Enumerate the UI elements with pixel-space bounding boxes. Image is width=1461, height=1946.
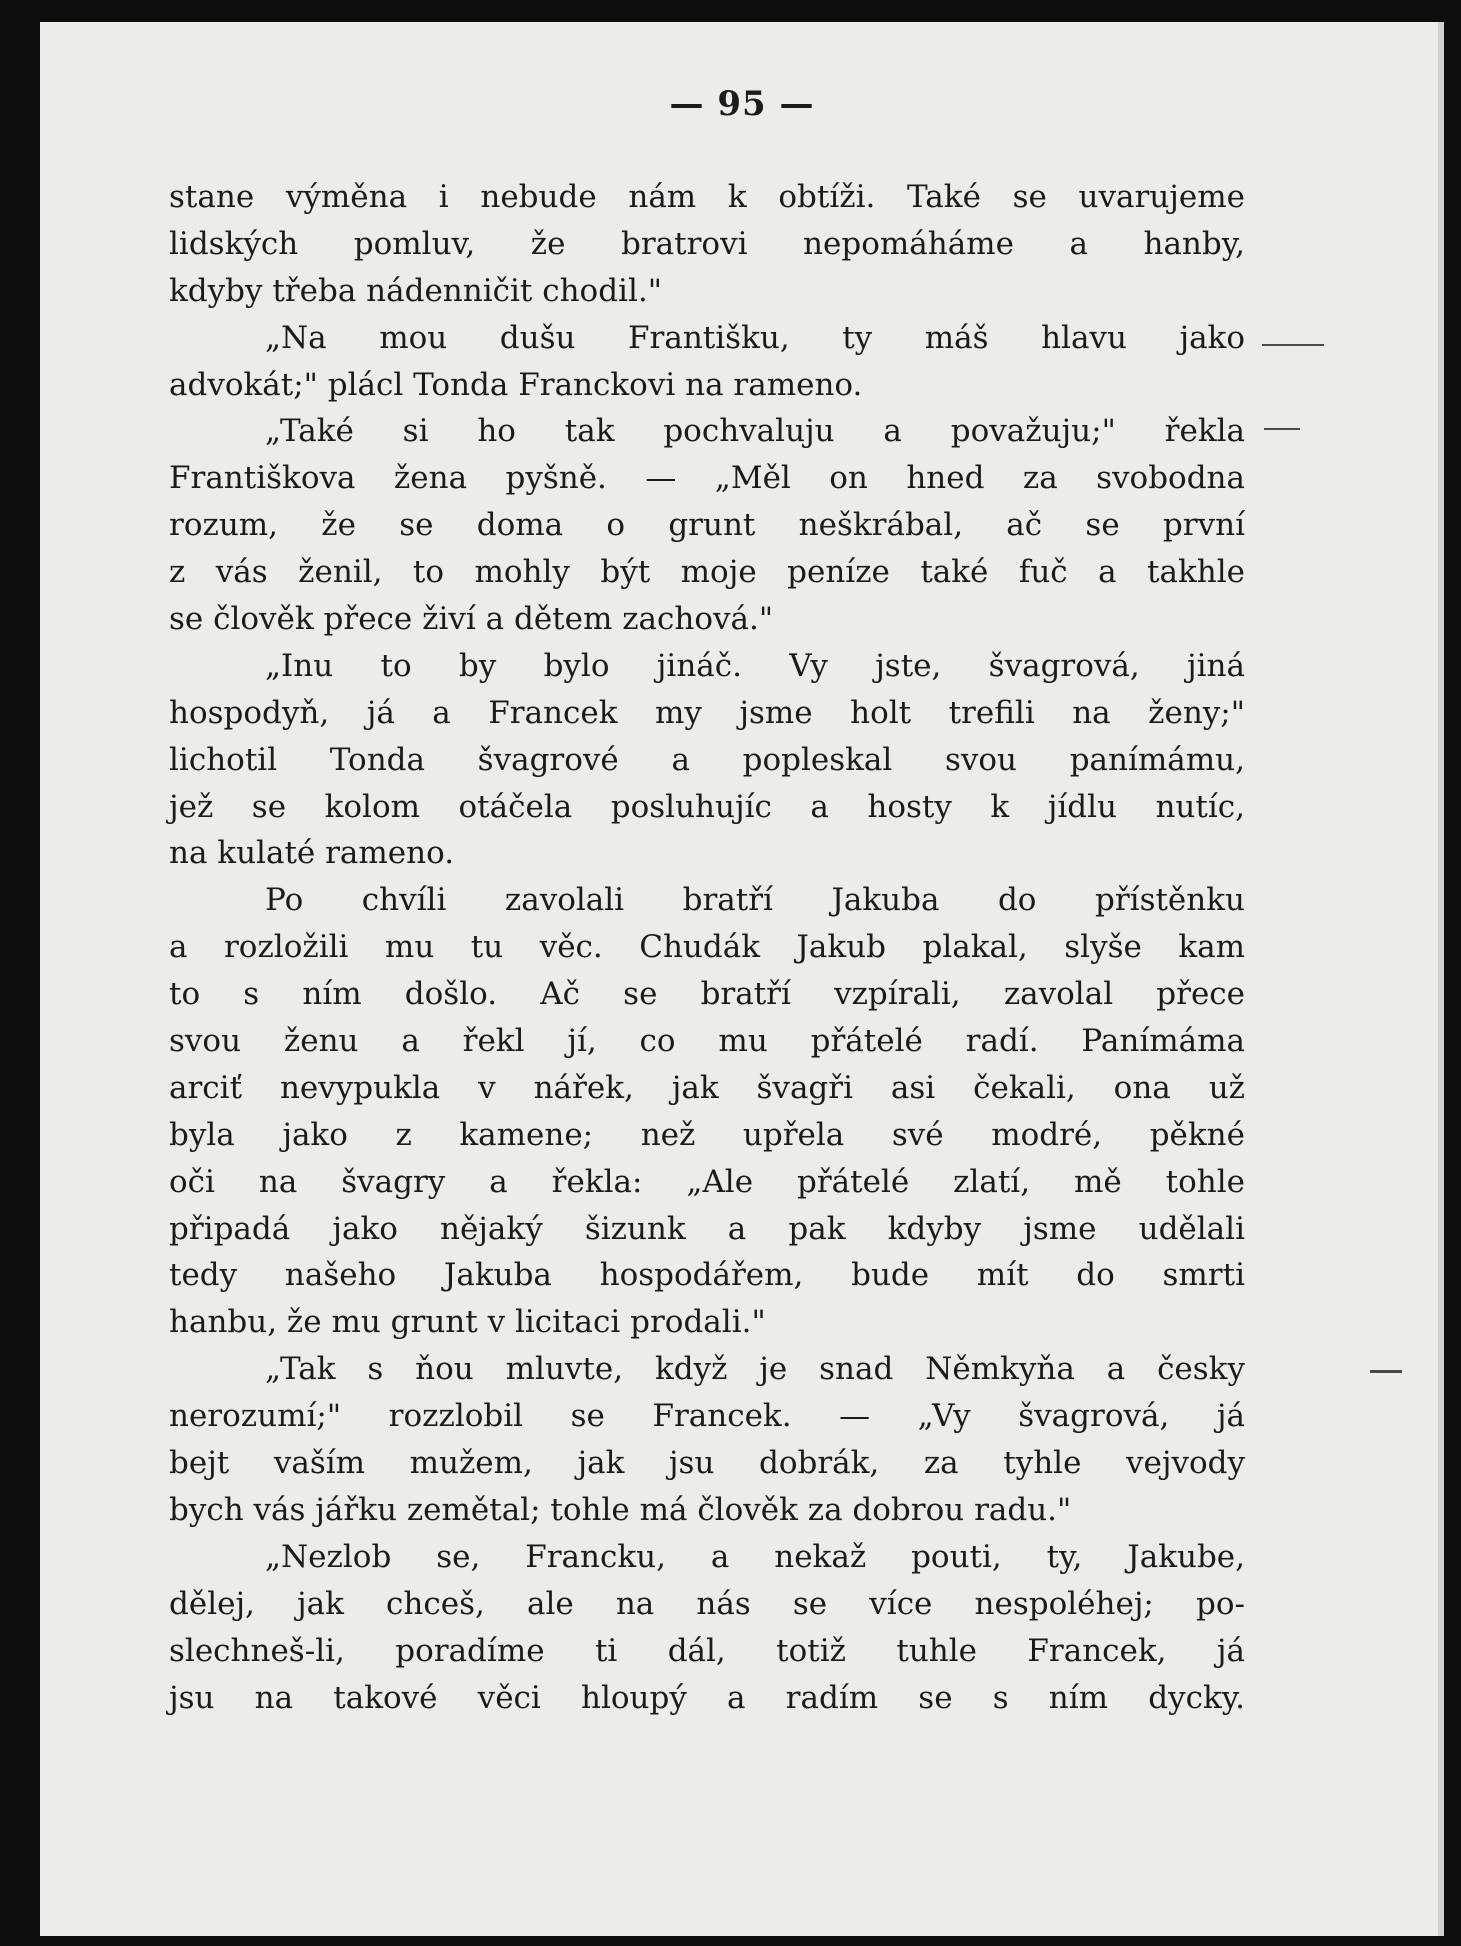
text-line: stane výměna i nebude nám k obtíži. Také se uvarujeme <box>169 179 1245 215</box>
text-line: „Inu to by bylo jináč. Vy jste, švagrová, jiná <box>265 647 1245 684</box>
margin-mark <box>1262 344 1324 346</box>
text-line: lichotil Tonda švagrové a popleskal svou panímámu, <box>169 741 1245 778</box>
text-line: svou ženu a řekl jí, co mu přátelé radí. Panímáma <box>169 1023 1245 1060</box>
text-line: hospodyň, já a Francek my jsme holt trefili na ženy;" <box>169 694 1245 731</box>
text-line: hanbu, že mu grunt v licitaci prodali." <box>169 1304 766 1341</box>
text-line: „Také si ho tak pochvaluju a považuju;" řekla <box>265 413 1245 450</box>
text-line: na kulaté rameno. <box>169 835 455 872</box>
text-line: Po chvíli zavolali bratří Jakuba do přístěnku <box>265 882 1245 919</box>
text-line: jsu na takové věci hloupý a radím se s ním dycky. <box>169 1679 1245 1716</box>
text-line: rozum, že se doma o grunt neškrábal, ač se první <box>169 507 1245 544</box>
margin-mark <box>1370 1370 1402 1373</box>
text-line: lidských pomluv, že bratrovi nepomáháme a hanby, <box>169 225 1245 262</box>
text-line: připadá jako nějaký šizunk a pak kdyby jsme udělali <box>169 1210 1245 1247</box>
page-edge <box>1438 22 1444 1936</box>
text-line: byla jako z kamene; než upřela své modré, pěkné <box>169 1116 1245 1153</box>
text-line: advokát;" plácl Tonda Franckovi na rameno. <box>169 366 863 403</box>
text-line: a rozložili mu tu věc. Chudák Jakub plakal, slyše kam <box>169 929 1245 966</box>
margin-mark <box>1264 428 1300 430</box>
text-line: bych vás jářku zemětal; tohle má člověk za dobrou radu." <box>169 1491 1072 1528</box>
text-line: oči na švagry a řekla: „Ale přátelé zlatí, mě tohle <box>169 1163 1245 1200</box>
text-line: tedy našeho Jakuba hospodářem, bude mít do smrti <box>169 1257 1245 1294</box>
text-line: to s ním došlo. Ač se bratří vzpírali, zavolal přece <box>169 976 1245 1013</box>
page-number: — 95 — <box>669 84 815 124</box>
body-text <box>169 174 1245 1721</box>
text-line: slechneš-li, poradíme ti dál, totiž tuhle Francek, já <box>169 1632 1245 1669</box>
book-page <box>40 22 1444 1936</box>
text-line: se člověk přece živí a dětem zachová." <box>169 601 774 638</box>
text-line: „Tak s ňou mluvte, když je snad Němkyňa a česky <box>265 1351 1245 1388</box>
text-line: Františkova žena pyšně. — „Měl on hned za svobodna <box>169 460 1245 497</box>
text-line: nerozumí;" rozzlobil se Francek. — „Vy švagrová, já <box>169 1398 1245 1435</box>
text-line: dělej, jak chceš, ale na nás se více nespoléhej; po- <box>169 1585 1245 1622</box>
text-line: z vás ženil, to mohly být moje peníze také fuč a takhle <box>169 554 1245 591</box>
text-line: jež se kolom otáčela posluhujíc a hosty k jídlu nutíc, <box>169 788 1245 825</box>
text-line: bejt vaším mužem, jak jsu dobrák, za tyhle vejvody <box>169 1445 1245 1482</box>
text-line: kdyby třeba nádenničit chodil." <box>169 272 663 309</box>
text-line: „Nezlob se, Francku, a nekaž pouti, ty, Jakube, <box>265 1538 1245 1575</box>
text-line: „Na mou dušu Františku, ty máš hlavu jako <box>265 319 1245 356</box>
text-line: arciť nevypukla v nářek, jak švagři asi čekali, ona už <box>169 1069 1245 1106</box>
